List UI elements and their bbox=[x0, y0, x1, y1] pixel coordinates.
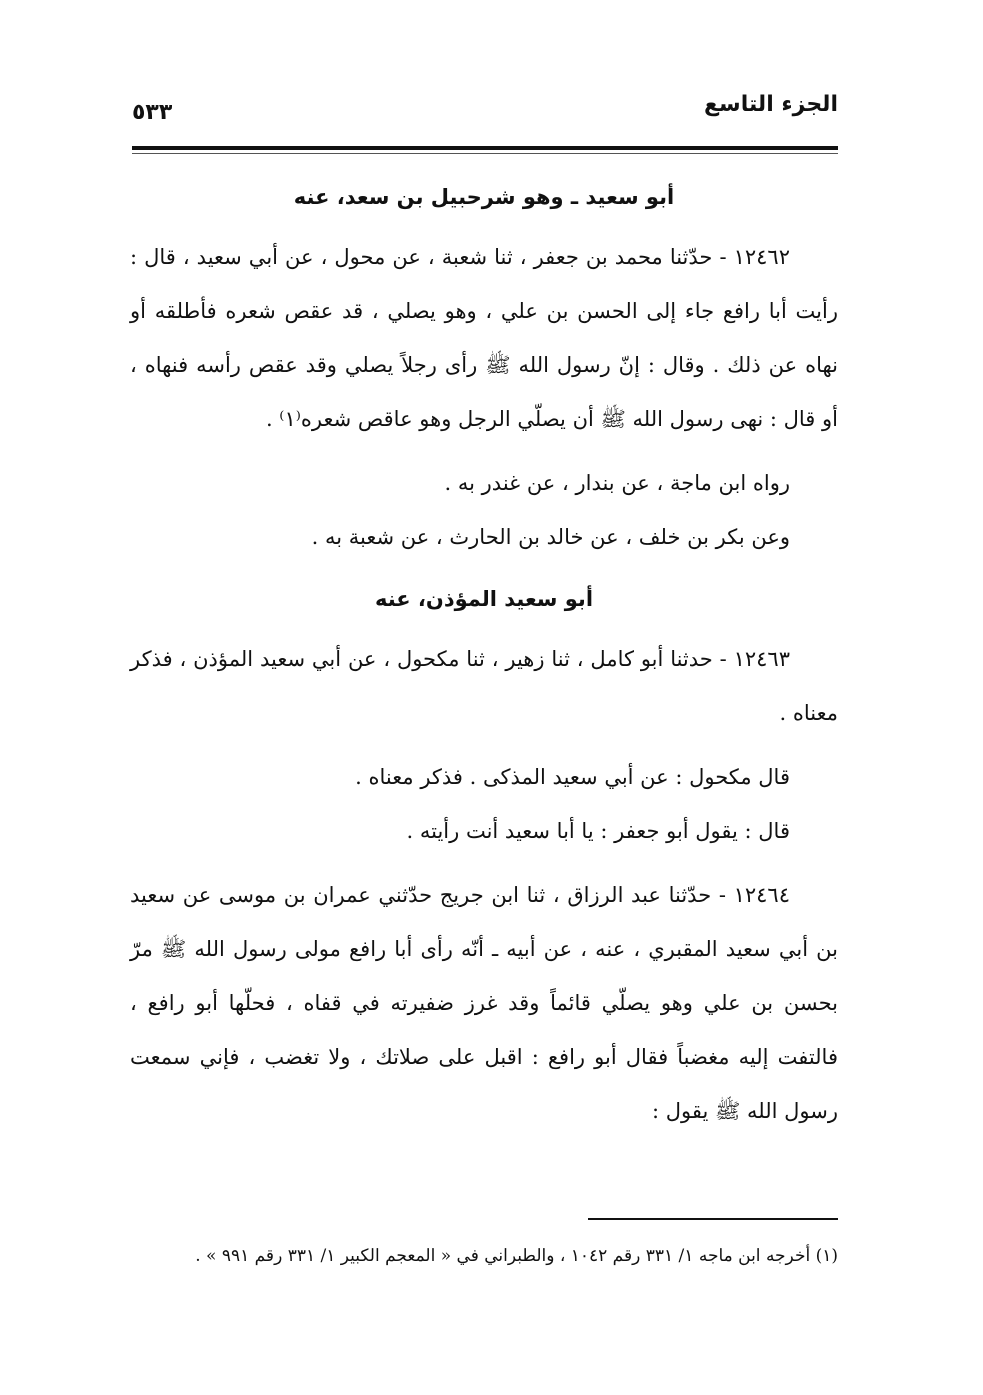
header-rule bbox=[132, 146, 838, 150]
hadith-paragraph: ١٢٤٦٢ - حدّثنا محمد بن جعفر ، ثنا شعبة ، عن محول ، عن أبي سعيد ، قال : رأيت أبا رافع جاء إلى الحسن بن علي ، وهو يصلي ، قد عقص شعره فأطلقه أو نهاه عن ذلك . وقال : إنّ رسول الله ﷺ رأى رجلاً يصلي وقد عقص رأسه فنهاه ، أو قال : نهى رسول الله ﷺ أن يصلّي الرجل وهو عاقص شعره⁽١⁾ . bbox=[130, 245, 838, 431]
running-title: الجزء التاسع bbox=[704, 92, 838, 117]
footnote-rule bbox=[588, 1218, 838, 1220]
narration-note: قال : يقول أبو جعفر : يا أبا سعيد أنت رأيته . bbox=[406, 819, 790, 843]
page-header bbox=[132, 92, 838, 140]
page-number: ٥٣٣ bbox=[132, 100, 173, 125]
narration-note: رواه ابن ماجة ، عن بندار ، عن غندر به . bbox=[444, 471, 790, 495]
header-rule-thin bbox=[132, 153, 838, 154]
section-title: أبو سعيد المؤذن، عنه bbox=[374, 587, 594, 611]
section-title: أبو سعيد ـ وهو شرحبيل بن سعد، عنه bbox=[293, 185, 675, 209]
footnote: (١) أخرجه ابن ماجه ١/ ٣٣١ رقم ١٠٤٢ ، والطبراني في « المعجم الكبير ١/ ٣٣١ رقم ٩٩١ » . bbox=[195, 1246, 838, 1266]
main-text bbox=[130, 172, 838, 1138]
hadith-paragraph: ١٢٤٦٣ - حدثنا أبو كامل ، ثنا زهير ، ثنا مكحول ، عن أبي سعيد المؤذن ، فذكر معناه . bbox=[130, 647, 838, 725]
narration-note: وعن بكر بن خلف ، عن خالد بن الحارث ، عن شعبة به . bbox=[311, 525, 790, 549]
hadith-paragraph: ١٢٤٦٤ - حدّثنا عبد الرزاق ، ثنا ابن جريج حدّثني عمران بن موسى عن سعيد بن أبي سعيد المقبري ، عنه ، عن أبيه ـ أنّه رأى أبا رافع مولى رسول الله ﷺ مرّ بحسن بن علي وهو يصلّي قائماً وقد غرز ضفيرته في قفاه ، فحلّها أبو رافع ، فالتفت إليه مغضباً فقال أبو رافع : اقبل على صلاتك ، ولا تغضب ، فإني سمعت رسول الله ﷺ يقول : bbox=[130, 883, 838, 1123]
narration-note: قال مكحول : عن أبي سعيد المذكى . فذكر معناه . bbox=[355, 765, 790, 789]
